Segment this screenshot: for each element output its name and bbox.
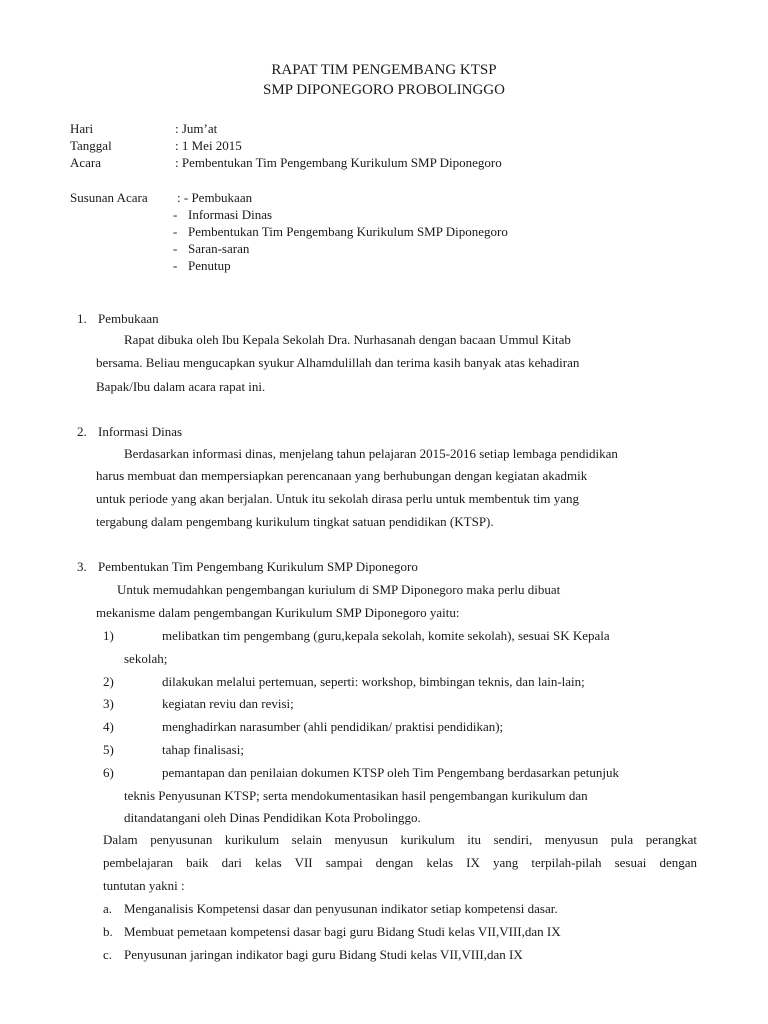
paragraph-line: bersama. Beliau mengucapkan syukur Alhamdulillah dan terima kasih banyak atas kehadiran [96,355,580,370]
section-number: 3. [77,559,87,574]
paragraph-line: harus membuat dan mempersiapkan perencanaan yang berhubungan dengan kegiatan akadmik [96,468,588,483]
agenda-dash: - [173,207,178,222]
section-number: 1. [77,311,87,326]
sub-item-text: Penyusunan jaringan indikator bagi guru Bidang Studi kelas VII,VIII,dan IX [124,947,523,962]
step-number: 4) [103,719,114,734]
paragraph-line: Untuk memudahkan pengembangan kuriulum di SMP Diponegoro maka perlu dibuat [117,582,561,597]
agenda-item: Pembentukan Tim Pengembang Kurikulum SMP Diponegoro [188,224,508,239]
section-heading: Pembentukan Tim Pengembang Kurikulum SMP Diponegoro [98,559,418,574]
step-text-cont: sekolah; [124,651,168,666]
paragraph-line: mekanisme dalam pengembangan Kurikulum SMP Diponegoro yaitu: [96,605,460,620]
agenda-dash: - [173,241,178,256]
paragraph-line: Rapat dibuka oleh Ibu Kepala Sekolah Dra. Nurhasanah dengan bacaan Ummul Kitab [124,332,571,347]
meta-value: : Pembentukan Tim Pengembang Kurikulum SMP Diponegoro [175,155,502,170]
section-number: 2. [77,424,87,439]
step-number: 3) [103,696,114,711]
meta-value: : 1 Mei 2015 [175,138,242,153]
sub-item-letter: b. [103,924,113,939]
paragraph-line: tergabung dalam pengembang kurikulum tingkat satuan pendidikan (KTSP). [96,514,494,529]
step-text: pemantapan dan penilaian dokumen KTSP oleh Tim Pengembang berdasarkan petunjuk [162,765,619,780]
paragraph-line: tuntutan yakni : [103,878,185,893]
section-heading: Pembukaan [98,311,159,326]
meta-label: Hari [70,121,94,136]
meta-label: Acara [70,155,102,170]
step-number: 5) [103,742,114,757]
agenda-dash: - [173,258,178,273]
section-heading: Informasi Dinas [98,424,183,439]
sub-item-text: Membuat pemetaan kompetensi dasar bagi guru Bidang Studi kelas VII,VIII,dan IX [124,924,561,939]
sub-item-letter: c. [103,947,113,962]
paragraph-line: Bapak/Ibu dalam acara rapat ini. [96,379,266,394]
paragraph-line: Dalam penyusunan kurikulum selain menyusun kurikulum itu sendiri, menyusun pula perangkat [103,832,697,847]
step-text: tahap finalisasi; [162,742,244,757]
step-text: dilakukan melalui pertemuan, seperti: workshop, bimbingan teknis, dan lain-lain; [162,674,585,689]
agenda-label: Susunan Acara [70,190,148,205]
document-title: RAPAT TIM PENGEMBANG KTSP [271,62,497,78]
paragraph-line: untuk periode yang akan berjalan. Untuk itu sekolah dirasa perlu untuk membentuk tim yang [96,491,580,506]
meta-label: Tanggal [70,138,112,153]
paragraph-line: Berdasarkan informasi dinas, menjelang tahun pelajaran 2015-2016 setiap lembaga pendidikan [124,446,618,461]
sub-item-text: Menganalisis Kompetensi dasar dan penyusunan indikator setiap kompetensi dasar. [124,901,558,916]
sub-item-letter: a. [103,901,113,916]
document-subtitle: SMP DIPONEGORO PROBOLINGGO [263,82,505,98]
step-number: 6) [103,765,114,780]
step-text-cont: ditandatangani oleh Dinas Pendidikan Kota Probolinggo. [124,810,421,825]
agenda-item: : - Pembukaan [177,190,253,205]
agenda-item: Informasi Dinas [188,207,273,222]
agenda-dash: - [173,224,178,239]
step-number: 2) [103,674,114,689]
paragraph-line: pembelajaran baik dari kelas VII sampai dengan kelas IX yang terpilah-pilah sesuai dengan [103,855,697,870]
step-text: kegiatan reviu dan revisi; [162,696,294,711]
step-text-cont: teknis Penyusunan KTSP; serta mendokumentasikan hasil pengembangan kurikulum dan [124,788,588,803]
step-text: melibatkan tim pengembang (guru,kepala sekolah, komite sekolah), sesuai SK Kepala [162,628,610,643]
step-number: 1) [103,628,114,643]
meta-value: : Jum’at [175,121,218,136]
step-text: menghadirkan narasumber (ahli pendidikan/ praktisi pendidikan); [162,719,504,734]
agenda-item: Saran-saran [188,241,250,256]
agenda-item: Penutup [188,258,231,273]
